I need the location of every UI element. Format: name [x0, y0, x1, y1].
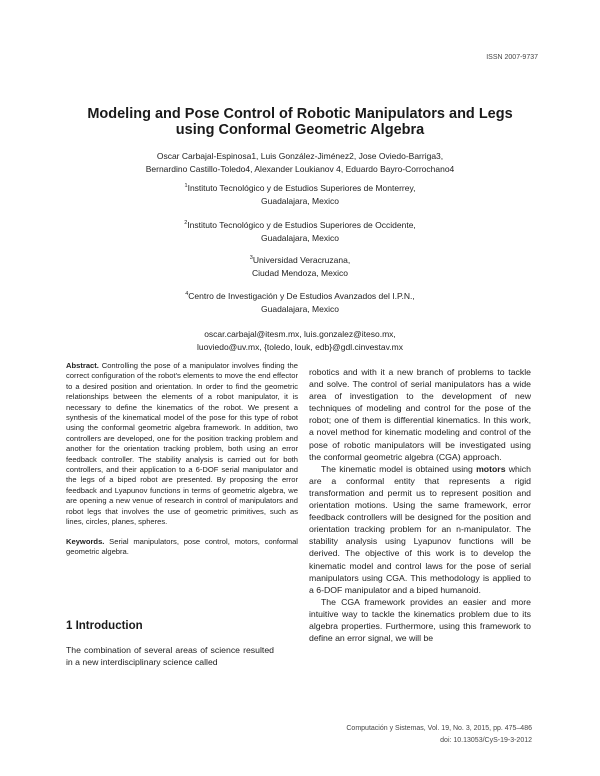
section-heading: 1 Introduction: [66, 620, 143, 632]
affiliation-line: Instituto Tecnológico y de Estudios Superiores de Monterrey,: [187, 183, 416, 193]
intro-paragraph: [66, 644, 274, 668]
email-list: [60, 328, 540, 353]
title-line: Modeling and Pose Control of Robotic Manipulators and Legs: [87, 106, 513, 122]
abstract: [66, 361, 298, 528]
affiliation-line: Guadalajara, Mexico: [261, 195, 339, 206]
affiliation-line: Instituto Tecnológico y de Estudios Superiores de Occidente,: [187, 220, 416, 230]
affiliation-2: [60, 219, 540, 244]
affiliation-3: [60, 254, 540, 279]
affiliation-line: Universidad Veracruzana,: [252, 255, 351, 265]
affiliation-sup: 4: [185, 291, 189, 298]
body-paragraph: robotics and with it a new branch of problems to tackle and solve. The control of serial manipulators has a wide area of investigation to the development of new techniques of modeling and control for the pose of the robot; one of them is differential kinematics. In this work, a novel method for kinematic modeling and control of the pose of robotic manipulators will be investigated using the conformal geometric algebra (CGA) approach.: [309, 367, 531, 462]
body-paragraph: [309, 463, 531, 596]
body-text: which are a conformal entity that represents a rigid transformation and permit us to represent position and orientation motions. Using the same framework, error feedback controllers will be designed for the position and orientation tracking problem for an n-manipulator. The stability analysis using Lyapunov functions will be derived. The objective of this work is to develop the kinematic model and control laws for the pose of serial manipulators using CGA. This methodology is applied to a 6-DOF manipulator and a biped humanoid.: [309, 463, 531, 595]
affiliation-sup: 1: [184, 183, 188, 190]
footer-journal: Computación y Sistemas, Vol. 19, No. 3, 2015, pp. 475–486: [346, 725, 532, 732]
body-text: The kinematic model is obtained using: [321, 463, 473, 474]
affiliation-sup: 2: [184, 220, 188, 227]
affiliation-sup: 3: [249, 255, 253, 262]
author-line: Bernardino Castillo-Toledo4, Alexander Loukianov 4, Eduardo Bayro-Corrochano4: [145, 163, 455, 174]
abstract-label: Abstract.: [66, 361, 99, 370]
issn-label: ISSN 2007-9737: [486, 54, 538, 61]
abstract-column: [66, 361, 298, 557]
keywords-label: Keywords.: [66, 536, 105, 546]
affiliation-line: Ciudad Mendoza, Mexico: [252, 267, 348, 278]
affiliation-4: [60, 290, 540, 315]
body-paragraph: The CGA framework provides an easier and more intuitive way to tackle the kinematics problem due to its algebra properties. Furthermore, using this framework to define an error signal, we will be: [309, 596, 531, 644]
footer-doi: doi: 10.13053/CyS-19-3-2012: [440, 737, 532, 744]
abstract-text: Controlling the pose of a manipulator involves finding the correct configuration of the robot's elements to move the end effector to a desired position and orientation. In order to find the geometric relationships between the elements of a robot manipulator, it is necessary to define the kinematics of the robot. We present a synthesis of the kinematical model of the pose for this type of robot using the conformal geometric algebra framework. In addition, two controllers are developed, one for the position tracking problem and another for the orientation tracking problem, both using an error feedback controller. The stability analysis is carried out for both controllers, and their application to a 6-DOF serial manipulator and the legs of a biped robot are presented. By proposing the error feedback and Lyapunov functions in terms of geometric algebra, we are opening a new venue of research in control of manipulators and robot legs that involves the use of geometric primitives, such as lines, circles, planes, spheres.: [66, 361, 298, 527]
keywords: [66, 537, 298, 558]
author-line: Oscar Carbajal-Espinosa1, Luis González-Jiménez2, Jose Oviedo-Barriga3,: [156, 151, 444, 161]
affiliation-1: [60, 182, 540, 207]
right-column: [309, 366, 531, 644]
title-line: using Conformal Geometric Algebra: [175, 122, 425, 138]
keywords-text: Serial manipulators, pose control, motors, conformal geometric algebra.: [66, 536, 298, 556]
affiliation-line: Centro de Investigación y De Estudios Avanzados del I.P.N.,: [188, 291, 415, 301]
intro-text: The combination of several areas of science resulted in a new interdisciplinary science called: [66, 645, 274, 668]
body-bold-term: motors: [476, 463, 506, 474]
author-list: [60, 150, 540, 175]
paper-title: [60, 106, 540, 138]
affiliation-line: Guadalajara, Mexico: [261, 232, 339, 243]
affiliation-line: Guadalajara, Mexico: [261, 303, 339, 314]
email-line: luoviedo@uv.mx, {toledo, louk, edb}@gdl.cinvestav.mx: [197, 341, 403, 352]
email-line: oscar.carbajal@itesm.mx, luis.gonzalez@iteso.mx,: [204, 329, 396, 339]
